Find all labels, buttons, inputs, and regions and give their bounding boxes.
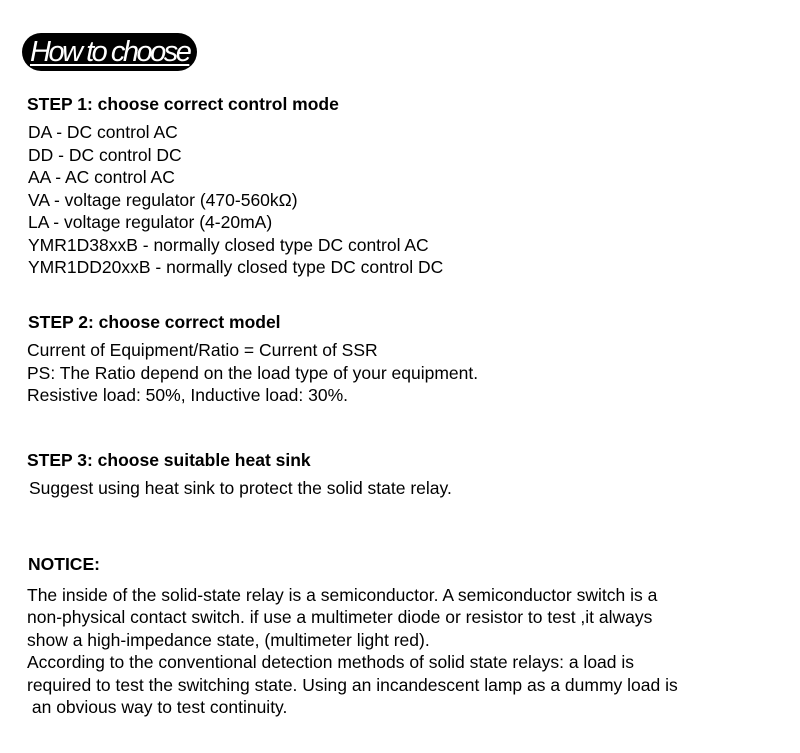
step1-line: DD - DC control DC — [28, 144, 182, 165]
step2-heading: STEP 2: choose correct model — [28, 312, 281, 332]
step1-line: YMR1D38xxB - normally closed type DC control AC — [28, 234, 429, 255]
page-title: How to choose — [30, 36, 190, 68]
notice-paragraph — [27, 584, 787, 718]
step1-line: DA - DC control AC — [28, 122, 178, 142]
notice-line: non-physical contact switch. if use a multimeter diode or resistor to test ,it always — [27, 607, 653, 628]
step1-line: AA - AC control AC — [28, 167, 175, 187]
notice-line: show a high-impedance state, (multimeter light red). — [27, 629, 430, 650]
step1-line: VA - voltage regulator (470-560kΩ) — [28, 189, 298, 210]
step2-list — [27, 339, 478, 407]
step3-heading: STEP 3: choose suitable heat sink — [27, 450, 311, 470]
step1-line: YMR1DD20xxB - normally closed type DC control DC — [28, 257, 444, 277]
step1-list — [28, 121, 443, 279]
notice-line: The inside of the solid-state relay is a semiconductor. A semiconductor switch is a — [27, 585, 658, 605]
notice-heading: NOTICE: — [28, 554, 100, 574]
notice-line: According to the conventional detection methods of solid state relays: a load is — [27, 652, 635, 673]
step3-list — [29, 477, 452, 500]
step2-line: Current of Equipment/Ratio = Current of SSR — [27, 340, 378, 360]
title-badge — [22, 33, 197, 71]
step1-heading: STEP 1: choose correct control mode — [27, 94, 339, 114]
step2-line: Resistive load: 50%, Inductive load: 30%. — [27, 385, 349, 405]
notice-line: required to test the switching state. Using an incandescent lamp as a dummy load is — [27, 674, 678, 695]
notice-line: an obvious way to test continuity. — [27, 697, 288, 718]
step1-line: LA - voltage regulator (4-20mA) — [28, 212, 273, 232]
step3-line: Suggest using heat sink to protect the solid state relay. — [29, 478, 452, 498]
step2-line: PS: The Ratio depend on the load type of your equipment. — [27, 362, 479, 383]
